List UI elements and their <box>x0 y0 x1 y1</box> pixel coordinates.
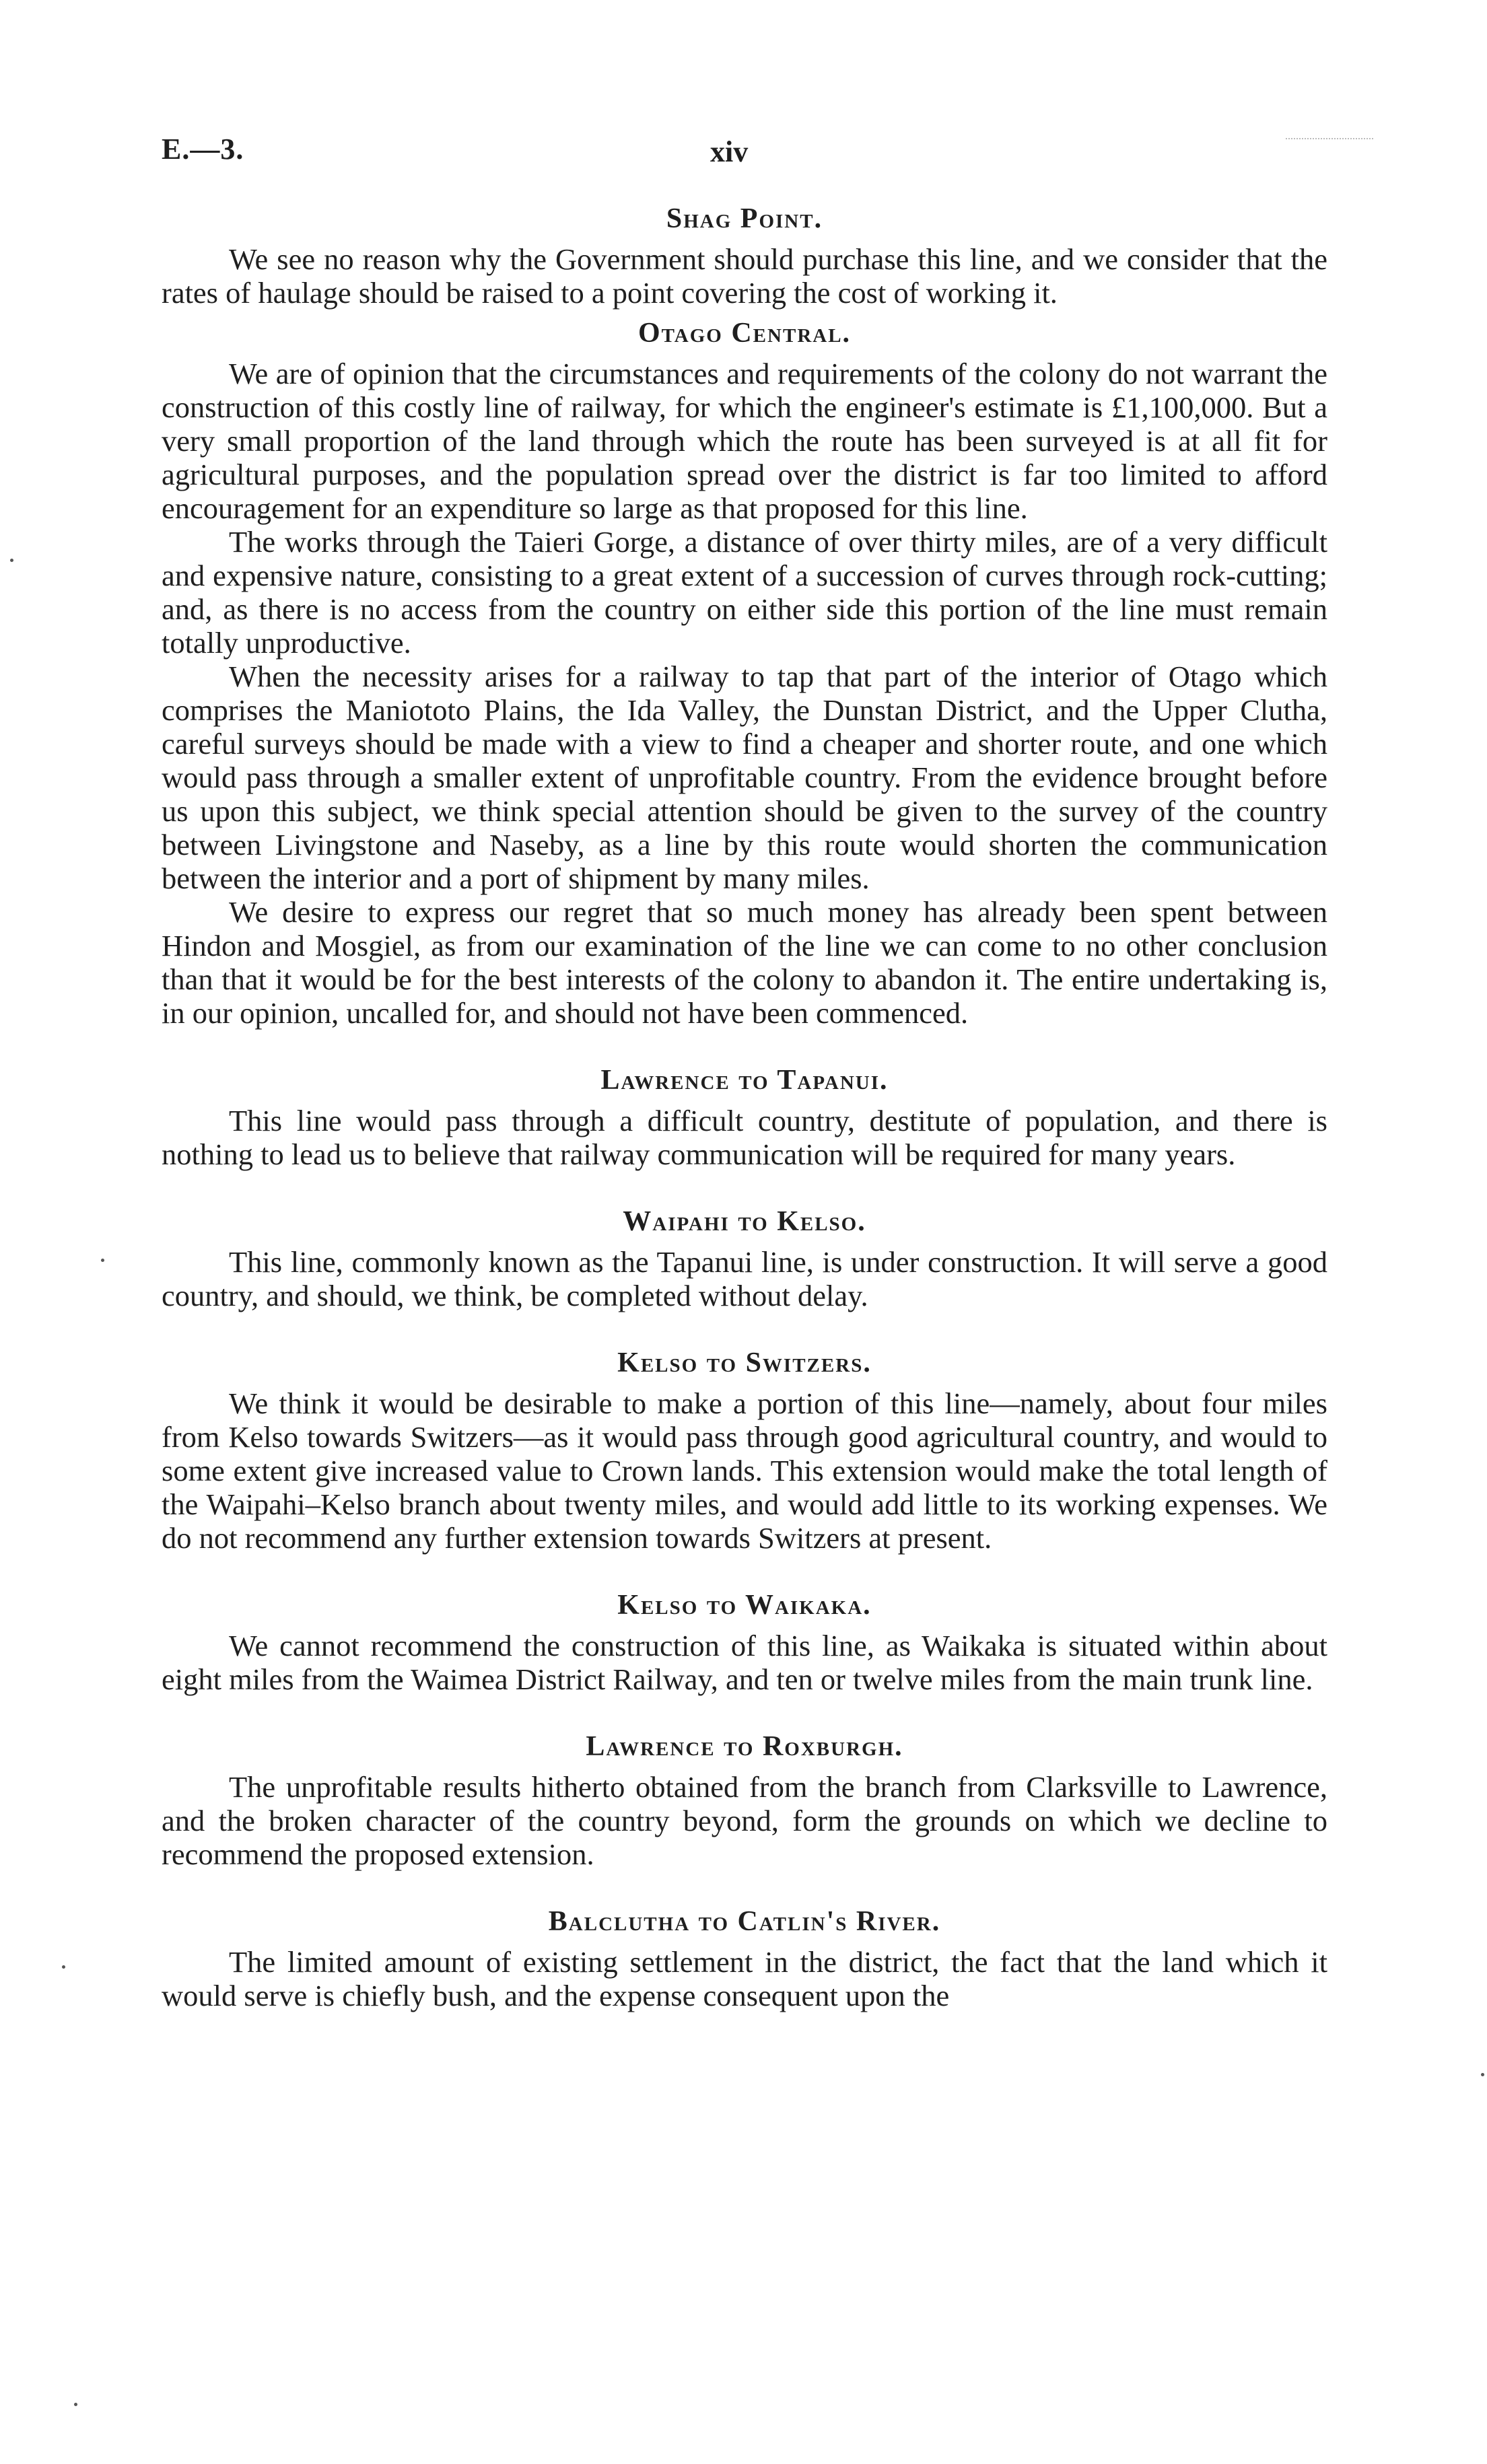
section-heading: Waipahi to Kelso. <box>623 1206 866 1237</box>
section-heading: Otago Central. <box>637 318 852 349</box>
scan-speck <box>10 559 13 562</box>
paragraph: We cannot recommend the construction of this line, as Waikaka is situated within about eight miles from the Waimea District Railway, and ten or twelve miles from the main trunk line. <box>162 1629 1327 1696</box>
section-lawrence-to-roxburgh <box>162 1730 1327 1871</box>
report-reference: E.—3. <box>162 133 244 166</box>
paragraph: When the necessity arises for a railway to tap that part of the interior of Otago which comprises the Maniototo Plains, the Ida Valley, the Dunstan District, and the Upper Clutha, careful surveys should be made with a view to find a cheaper and shorter route, and one which would pass through a smaller extent of unprofitable country. From the evidence brought before us upon this subject, we think special attention should be given to the survey of the country between Livingstone and Naseby, as a line by this route would shorten the communication between the interior and a port of shipment by many miles. <box>162 660 1327 895</box>
section-heading: Balclutha to Catlin's River. <box>548 1906 941 1937</box>
paragraph: We are of opinion that the circumstances and requirements of the colony do not warrant the construction of this costly line of railway, for which the engineer's estimate is £1,100,000. But a very small proportion of the land through which the route has been surveyed is at all fit for agricultural purposes, and the population spread over the district is far too limited to afford encouragement for an expenditure so large as that proposed for this line. <box>162 357 1327 525</box>
section-heading: Kelso to Waikaka. <box>617 1590 872 1621</box>
page-number: xiv <box>710 135 749 168</box>
scan-speck <box>62 1965 65 1969</box>
section-lawrence-to-tapanui <box>162 1063 1327 1171</box>
paragraph: The limited amount of existing settlement in the district, the fact that the land which it would serve is chiefly bush, and the expense consequent upon the <box>162 1945 1327 2012</box>
section-waipahi-to-kelso <box>162 1205 1327 1312</box>
paragraph: This line would pass through a difficult country, destitute of population, and there is nothing to lead us to believe that railway communication will be required for many years. <box>162 1104 1327 1171</box>
section-heading: Kelso to Switzers. <box>617 1347 872 1378</box>
section-kelso-to-switzers <box>162 1346 1327 1555</box>
paragraph: We see no reason why the Government should purchase this line, and we consider that the rates of haulage should be raised to a point covering the cost of working it. <box>162 242 1327 310</box>
section-balclutha-to-catlins-river <box>162 1905 1327 2012</box>
paragraph: We desire to express our regret that so much money has already been spent between Hindon and Mosgiel, as from our examination of the line we can come to no other conclusion than that it would be for the best interests of the colony to abandon it. The entire undertaking is, in our opinion, uncalled for, and should not have been commenced. <box>162 895 1327 1030</box>
scan-speck <box>74 2403 77 2406</box>
paragraph: The unprofitable results hitherto obtained from the branch from Clarksville to Lawrence, and the broken character of the country beyond, form the grounds on which we decline to recommend the proposed extension. <box>162 1770 1327 1871</box>
corner-mark <box>1286 138 1373 139</box>
section-heading: Lawrence to Roxburgh. <box>586 1731 903 1762</box>
paragraph: We think it would be desirable to make a portion of this line—namely, about four miles from Kelso towards Switzers—as it would pass through good agricultural country, and would to some extent give increased value to Crown lands. This extension would make the total length of the Waipahi–Kelso branch about twenty miles, and would add little to its working expenses. We do not recommend any further extension towards Switzers at present. <box>162 1386 1327 1555</box>
section-heading: Lawrence to Tapanui. <box>600 1065 889 1096</box>
paragraph: The works through the Taieri Gorge, a distance of over thirty miles, are of a very difficult and expensive nature, consisting to a great extent of a succession of curves through rock-cutting; and, as there is no access from the country on either side this portion of the line must remain totally unproductive. <box>162 525 1327 660</box>
paragraph: This line, commonly known as the Tapanui line, is under construction. It will serve a good country, and should, we think, be completed without delay. <box>162 1245 1327 1312</box>
report-body <box>162 202 1327 2012</box>
section-heading: Shag Point. <box>666 203 823 234</box>
section-otago-central <box>162 316 1327 1030</box>
scan-speck <box>1481 2073 1484 2076</box>
section-kelso-to-waikaka <box>162 1588 1327 1696</box>
scan-speck <box>101 1259 104 1262</box>
section-shag-point <box>162 202 1327 310</box>
